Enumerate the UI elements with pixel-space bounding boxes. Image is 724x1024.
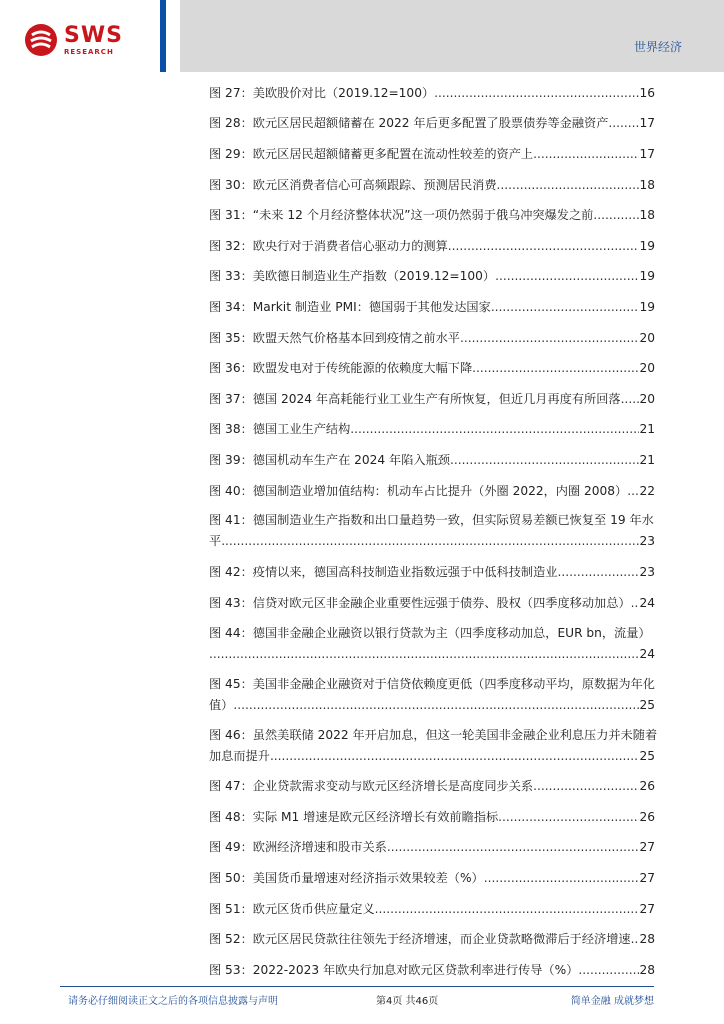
toc-page-number: 27	[639, 901, 655, 916]
toc-page-number: 17	[639, 146, 655, 161]
toc-entry[interactable]	[209, 772, 655, 803]
toc-page-number: 27	[639, 871, 655, 886]
company-logo	[24, 22, 123, 58]
toc-leader-dots	[533, 776, 639, 797]
toc-entry[interactable]	[209, 833, 655, 864]
toc-entry-title: 图 28：欧元区居民超额储蓄在 2022 年后更多配置了股票债券等金融资产	[209, 116, 609, 131]
toc-leader-dots	[472, 358, 639, 379]
footer-divider	[60, 986, 654, 987]
toc-page-number: 26	[639, 779, 655, 794]
toc-entry[interactable]	[209, 506, 655, 557]
toc-page-number: 18	[639, 208, 655, 223]
toc-leader-dots	[233, 695, 639, 716]
toc-leader-dots	[375, 899, 640, 920]
toc-entry-title: 图 36：欧盟发电对于传统能源的依赖度大幅下降	[209, 361, 473, 376]
toc-page-number: 16	[639, 85, 655, 100]
toc-leader-dots	[448, 236, 640, 257]
toc-entry-title: 图 53：2022-2023 年欧央行加息对欧元区贷款利率进行传导（%）	[209, 962, 579, 977]
toc-page-number: 28	[639, 932, 655, 947]
toc-entry-title: 图 48：实际 M1 增速是欧元区经济增长有效前瞻指标	[209, 809, 499, 824]
toc-entry-title: 图 39：德国机动车生产在 2024 年陷入瓶颈	[209, 452, 450, 467]
toc-leader-dots	[484, 868, 640, 889]
toc-entry[interactable]	[209, 353, 655, 384]
toc-entry[interactable]	[209, 924, 655, 955]
logo-subtext: RESEARCH	[64, 47, 114, 56]
toc-leader-dots	[387, 837, 640, 858]
toc-page-number: 27	[639, 840, 655, 855]
toc-leader-dots	[350, 419, 639, 440]
toc-entry-title: 图 37：德国 2024 年高耗能行业工业生产有所恢复，但近几月再度有所回落	[209, 391, 621, 406]
toc-entry-title-continued: 值）	[209, 697, 234, 712]
toc-leader-dots	[578, 960, 639, 981]
toc-entry[interactable]	[209, 476, 655, 507]
toc-leader-dots	[270, 746, 640, 767]
toc-entry-title: 图 40：德国制造业增加值结构：机动车占比提升（外圈 2022，内圈 2008）	[209, 483, 628, 498]
toc-leader-dots	[621, 389, 640, 410]
toc-entry-title: 图 30：欧元区消费者信心可高频跟踪、预测居民消费	[209, 177, 497, 192]
toc-entry-title-continued: 平	[209, 534, 222, 549]
footer-disclaimer: 请务必仔细阅读正文之后的各项信息披露与声明	[68, 996, 278, 1007]
toc-page-number: 20	[639, 361, 655, 376]
toc-entry-title: 图 32：欧央行对于消费者信心驱动力的测算	[209, 238, 448, 253]
toc-entry[interactable]	[209, 670, 655, 721]
toc-page-number: 23	[639, 534, 655, 549]
toc-leader-dots	[495, 266, 639, 287]
toc-entry[interactable]	[209, 78, 655, 109]
toc-leader-dots	[631, 593, 640, 614]
toc-entry-title: 图 51：欧元区货币供应量定义	[209, 901, 375, 916]
toc-page-number: 20	[639, 391, 655, 406]
toc-leader-dots	[450, 450, 640, 471]
toc-leader-dots	[608, 113, 639, 134]
toc-entry[interactable]	[209, 802, 655, 833]
toc-entry-title: 图 35：欧盟天然气价格基本回到疫情之前水平	[209, 330, 460, 345]
toc-entry-title: 图 41：德国制造业生产指数和出口量趋势一致，但实际贸易差额已恢复至 19 年水	[209, 513, 654, 528]
toc-leader-dots	[631, 929, 640, 950]
toc-entry[interactable]	[209, 384, 655, 415]
toc-page-number: 22	[639, 483, 655, 498]
header-accent-bar	[160, 0, 166, 72]
toc-entry-title: 图 29：欧元区居民超额储蓄更多配置在流动性较差的资产上	[209, 146, 534, 161]
toc-entry-title: 图 34：Markit 制造业 PMI：德国弱于其他发达国家	[209, 299, 491, 314]
toc-leader-dots	[627, 481, 639, 502]
toc-page-number: 25	[639, 697, 655, 712]
toc-page-number: 18	[639, 177, 655, 192]
toc-entry-title: 图 46：虽然美联储 2022 年开启加息，但这一轮美国非金融企业利息压力并未随着	[209, 727, 658, 742]
toc-entry-title: 图 45：美国非金融企业融资对于信贷依赖度更低（四季度移动平均，原数据为年化	[209, 676, 655, 691]
toc-entry[interactable]	[209, 588, 655, 619]
toc-entry[interactable]	[209, 955, 655, 986]
toc-entry[interactable]	[209, 323, 655, 354]
toc-leader-dots	[221, 531, 639, 552]
toc-entry-title: 图 43：信贷对欧元区非金融企业重要性远强于债券、股权（四季度移动加总）	[209, 595, 631, 610]
toc-entry-title: 图 47：企业贷款需求变动与欧元区经济增长是高度同步关系	[209, 779, 534, 794]
toc-leader-dots	[434, 83, 639, 104]
toc-leader-dots	[498, 807, 639, 828]
toc-entry[interactable]	[209, 863, 655, 894]
logo-text: SWS	[64, 22, 123, 48]
toc-page-number: 26	[639, 809, 655, 824]
toc-page-number: 28	[639, 962, 655, 977]
toc-entry-title: 图 42：疫情以来，德国高科技制造业指数远强于中低科技制造业	[209, 565, 558, 580]
report-category: 世界经济	[633, 40, 682, 54]
figure-toc	[209, 78, 658, 986]
toc-entry[interactable]	[209, 170, 655, 201]
header-gray-band	[180, 0, 724, 72]
toc-entry[interactable]	[209, 231, 655, 262]
toc-entry-title: 图 38：德国工业生产结构	[209, 422, 351, 437]
toc-entry[interactable]	[209, 619, 655, 670]
toc-entry-title: 图 50：美国货币量增速对经济指示效果较差（%）	[209, 871, 484, 886]
toc-entry[interactable]	[209, 721, 658, 772]
toc-entry[interactable]	[209, 200, 655, 231]
toc-entry-title: 图 52：欧元区居民贷款往往领先于经济增速，而企业贷款略微滞后于经济增速	[209, 932, 631, 947]
toc-entry[interactable]	[209, 292, 655, 323]
toc-page-number: 19	[639, 238, 655, 253]
toc-leader-dots	[533, 144, 639, 165]
toc-entry-title: 图 31：“未来 12 个月经济整体状况”这一项仍然弱于俄乌冲突爆发之前	[209, 208, 594, 223]
toc-page-number: 25	[639, 748, 655, 763]
toc-entry-title: 图 27：美欧股价对比（2019.12=100）	[209, 85, 435, 100]
toc-page-number: 20	[639, 330, 655, 345]
toc-leader-dots	[497, 175, 640, 196]
toc-entry[interactable]	[209, 109, 655, 140]
toc-entry[interactable]	[209, 415, 655, 446]
toc-entry-title: 图 44：德国非金融企业融资以银行贷款为主（四季度移动加总，EUR bn，流量）	[209, 625, 651, 640]
toc-leader-dots	[593, 205, 639, 226]
toc-page-number: 21	[639, 422, 655, 437]
toc-page-number: 23	[639, 565, 655, 580]
toc-entry-title: 图 49：欧洲经济增速和股市关系	[209, 840, 387, 855]
page-number: 第4页 共46页	[376, 996, 439, 1007]
toc-page-number: 19	[639, 269, 655, 284]
toc-leader-dots	[209, 644, 639, 665]
toc-leader-dots	[460, 328, 640, 349]
toc-entry[interactable]	[209, 557, 655, 588]
toc-page-number: 19	[639, 299, 655, 314]
toc-page-number: 17	[639, 116, 655, 131]
toc-entry[interactable]	[209, 262, 655, 293]
toc-entry[interactable]	[209, 894, 655, 925]
toc-entry-title-continued: 加息而提升	[209, 748, 270, 763]
toc-page-number: 24	[639, 595, 655, 610]
toc-entry-title: 图 33：美欧德日制造业生产指数（2019.12=100）	[209, 269, 496, 284]
footer-slogan: 简单金融 成就梦想	[570, 996, 654, 1007]
toc-page-number: 24	[639, 646, 655, 661]
toc-entry[interactable]	[209, 139, 655, 170]
toc-entry[interactable]	[209, 445, 655, 476]
toc-leader-dots	[557, 562, 639, 583]
toc-page-number: 21	[639, 452, 655, 467]
sws-logo-icon	[24, 23, 58, 57]
toc-leader-dots	[491, 297, 640, 318]
